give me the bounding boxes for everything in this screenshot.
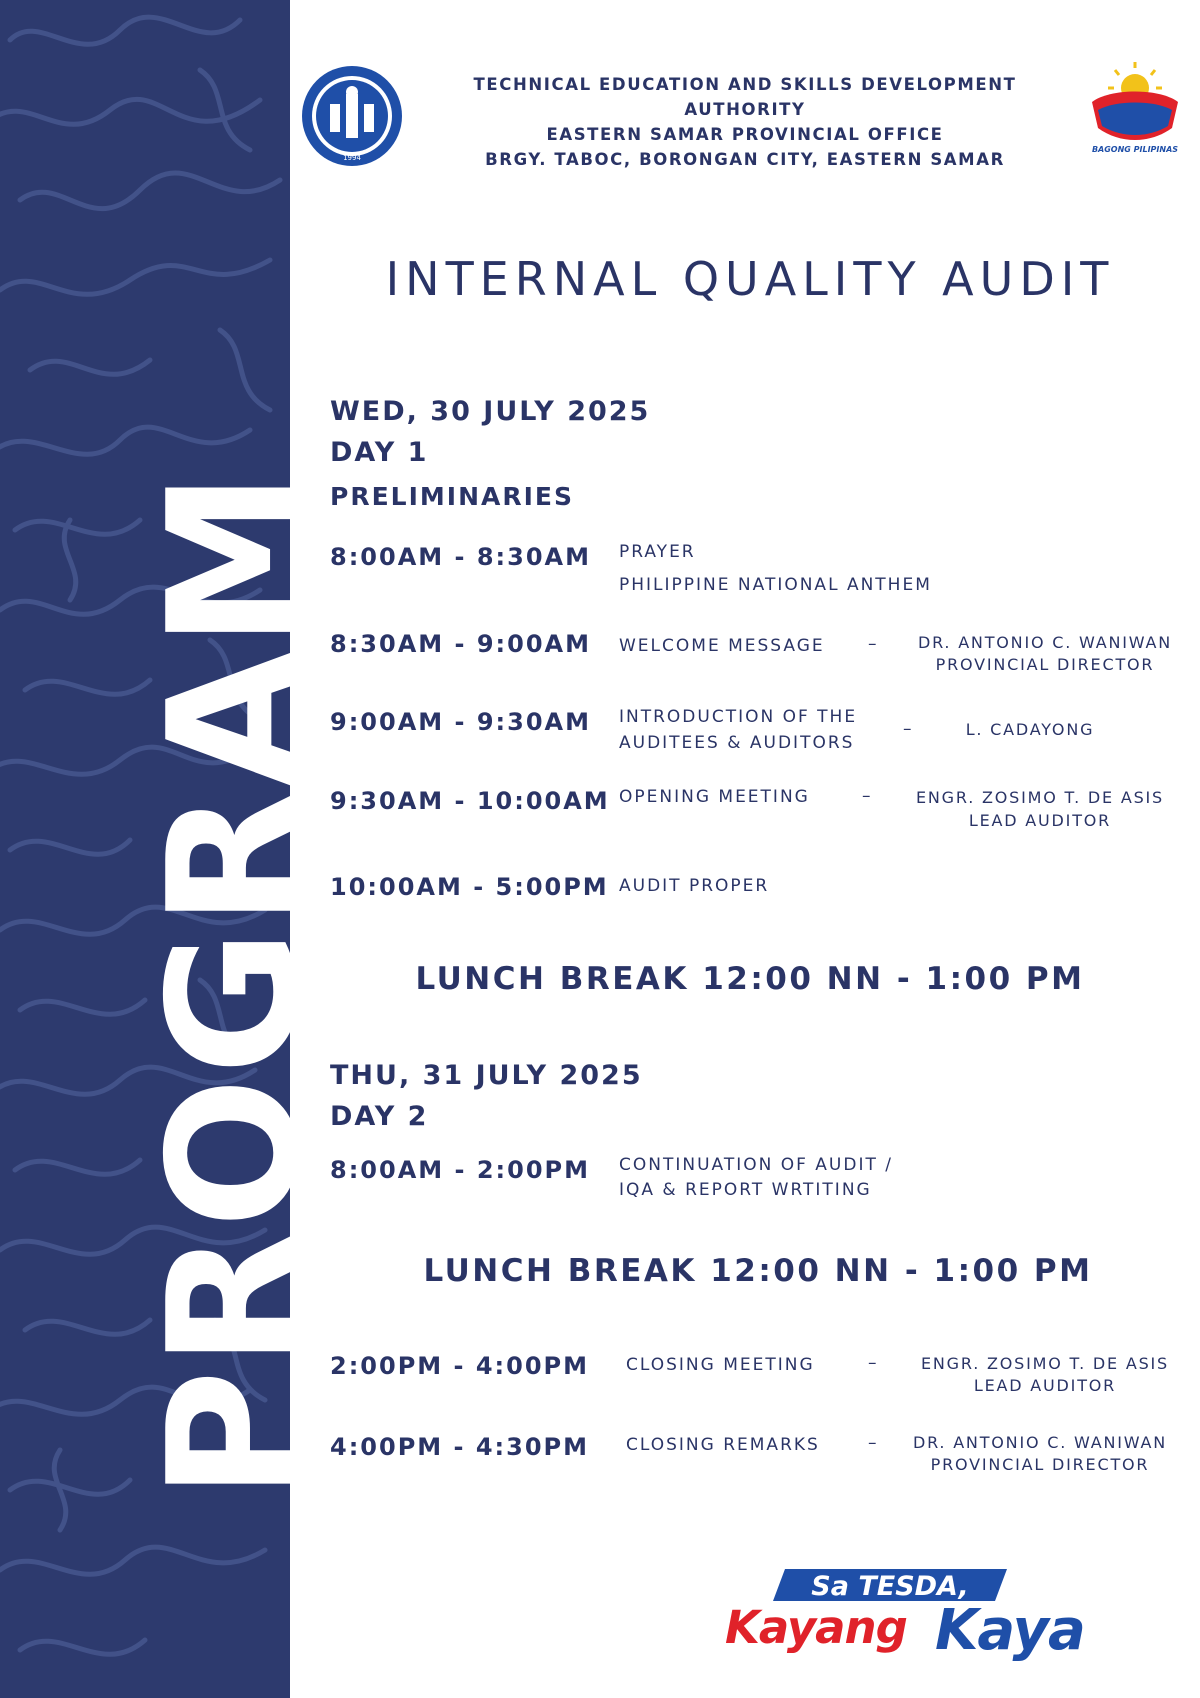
schedule-activity: CLOSING MEETING [626, 1355, 815, 1375]
separator-dash: – [868, 1433, 877, 1453]
day1-date: WED, 30 JULY 2025 [330, 396, 651, 427]
schedule-time: 9:00AM - 9:30AM [330, 708, 591, 736]
schedule-time: 10:00AM - 5:00PM [330, 873, 609, 901]
schedule-time: 9:30AM - 10:00AM [330, 787, 610, 815]
day2-lunch-break: LUNCH BREAK 12:00 NN - 1:00 PM [423, 1253, 1093, 1289]
schedule-time: 8:30AM - 9:00AM [330, 630, 591, 658]
speaker-name: L. CADAYONG [965, 720, 1095, 739]
speaker-name: ENGR. ZOSIMO T. DE ASIS [915, 788, 1165, 807]
sa-tesda-kayang-kaya-logo [725, 1565, 1135, 1665]
speaker-title: PROVINCIAL DIRECTOR [930, 1455, 1150, 1474]
svg-text:BAGONG PILIPINAS: BAGONG PILIPINAS [1091, 145, 1179, 154]
separator-dash: – [903, 719, 912, 739]
speaker-name: DR. ANTONIO C. WANIWAN [917, 633, 1173, 652]
schedule-activity: PHILIPPINE NATIONAL ANTHEM [619, 575, 932, 595]
schedule-activity: AUDIT PROPER [619, 876, 770, 896]
schedule-activity: PRAYER [619, 542, 696, 562]
page-title: INTERNAL QUALITY AUDIT [385, 252, 1115, 306]
speaker-title: LEAD AUDITOR [973, 1376, 1117, 1395]
separator-dash: – [868, 1353, 877, 1373]
day2-label: DAY 2 [330, 1101, 429, 1132]
schedule-time: 4:00PM - 4:30PM [330, 1433, 590, 1461]
speaker-title: LEAD AUDITOR [968, 811, 1112, 830]
header-line-1: TECHNICAL EDUCATION AND SKILLS DEVELOPMENT AUTHORITY [473, 75, 1017, 119]
schedule-activity: CLOSING REMARKS [626, 1435, 820, 1455]
schedule-activity: AUDITEES & AUDITORS [619, 733, 855, 753]
tesda-seal-logo [300, 64, 404, 168]
day1-section: PRELIMINARIES [330, 482, 574, 511]
schedule-time: 2:00PM - 4:00PM [330, 1352, 590, 1380]
day1-lunch-break: LUNCH BREAK 12:00 NN - 1:00 PM [415, 961, 1085, 997]
separator-dash: – [862, 786, 871, 806]
svg-text:1994: 1994 [343, 154, 361, 162]
speaker-name: ENGR. ZOSIMO T. DE ASIS [920, 1354, 1170, 1373]
svg-text:Kayang: Kayang [725, 1601, 907, 1654]
svg-text:Sa TESDA,: Sa TESDA, [811, 1571, 969, 1602]
speaker-title: PROVINCIAL DIRECTOR [935, 655, 1155, 674]
separator-dash: – [868, 634, 877, 654]
sidebar-panel [0, 0, 337, 1698]
schedule-activity: IQA & REPORT WRTITING [619, 1180, 872, 1200]
day1-label: DAY 1 [330, 437, 429, 468]
header-line-3: BRGY. TABOC, BORONGAN CITY, EASTERN SAMAR [485, 150, 1005, 169]
svg-text:Kaya: Kaya [935, 1598, 1085, 1663]
header-line-2: EASTERN SAMAR PROVINCIAL OFFICE [546, 125, 944, 144]
schedule-activity: OPENING MEETING [619, 787, 810, 807]
day2-date: THU, 31 JULY 2025 [330, 1060, 643, 1091]
schedule-activity: INTRODUCTION OF THE [619, 707, 858, 727]
agency-header [415, 72, 1075, 172]
schedule-time: 8:00AM - 2:00PM [330, 1156, 590, 1184]
schedule-activity: WELCOME MESSAGE [619, 636, 825, 656]
schedule-time: 8:00AM - 8:30AM [330, 543, 591, 571]
speaker-name: DR. ANTONIO C. WANIWAN [912, 1433, 1168, 1452]
bagong-pilipinas-logo [1080, 58, 1190, 158]
schedule-activity: CONTINUATION OF AUDIT / [619, 1155, 893, 1175]
program-vertical-title: PROGRAM [130, 469, 337, 1500]
